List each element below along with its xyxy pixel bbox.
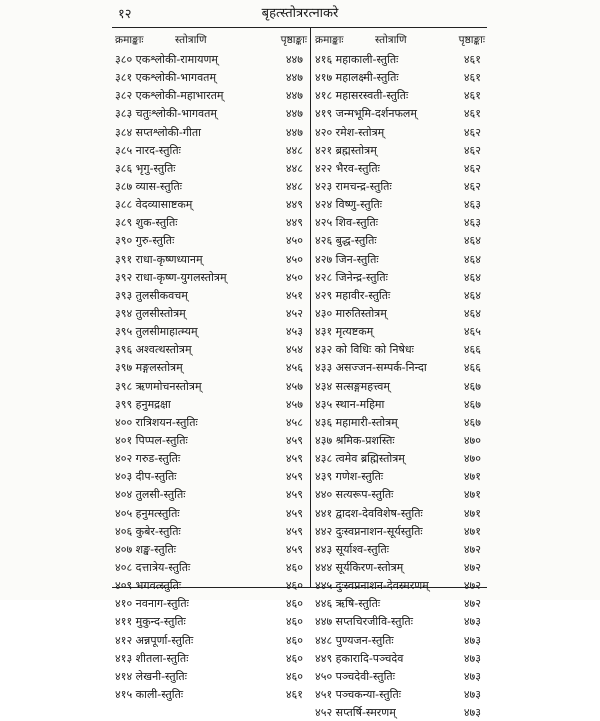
entry-page-number: ४५९: [285, 506, 303, 520]
list-item: [113, 522, 309, 540]
entry-page-number: ४६४: [463, 306, 481, 320]
entry-page-number: ४६०: [285, 560, 303, 574]
entry-title: ३९१ राधा-कृष्णध्यानम्: [115, 252, 203, 266]
list-item: [313, 358, 487, 376]
entry-title: ३९२ राधा-कृष्ण-युगलस्तोत्रम्: [115, 270, 227, 284]
entry-page-number: ४५९: [285, 433, 303, 447]
list-item: [113, 141, 309, 159]
list-item: [113, 594, 309, 612]
entry-page-number: ४५१: [285, 288, 303, 302]
list-item: [113, 268, 309, 286]
entry-title: ४१४ लेखनी-स्तुतिः: [115, 669, 187, 683]
entry-page-number: ४६०: [285, 597, 303, 611]
entry-title: ४०६ कुबेर-स्तुतिः: [115, 524, 181, 538]
list-item: [113, 485, 309, 503]
entry-title: ४१३ शीतला-स्तुतिः: [115, 651, 189, 665]
list-item: [313, 68, 487, 86]
entry-title: ३९६ अश्वत्थस्तोत्रम्: [115, 343, 192, 357]
entry-title: ४४५ दुःस्वप्ननाशन-देवस्मरणम्: [315, 579, 429, 593]
entry-page-number: ४७२: [463, 579, 481, 593]
list-item: [313, 504, 487, 522]
entry-page-number: ४६२: [463, 125, 481, 139]
entry-title: ४०४ तुलसी-स्तुतिः: [115, 488, 186, 502]
list-item: [313, 231, 487, 249]
entry-page-number: ४५०: [285, 234, 303, 248]
entry-title: ४३८ त्वमेव ब्रह्मिस्तोत्रम्: [315, 452, 405, 466]
entry-page-number: ४६०: [285, 651, 303, 665]
list-item: [113, 431, 309, 449]
entry-title: ४४० सत्यरूप-स्तुतिः: [315, 488, 394, 502]
list-item: [113, 86, 309, 104]
list-item: [313, 431, 487, 449]
list-item: [313, 685, 487, 703]
entry-title: ४२८ जिनेन्द्र-स्तुतिः: [315, 270, 388, 284]
entry-title: ४१० नवनाग-स्तुतिः: [115, 597, 189, 611]
entry-title: ४०० रात्रिशयन-स्तुतिः: [115, 415, 198, 429]
list-item: [313, 612, 487, 630]
list-item: [313, 159, 487, 177]
list-item: [113, 104, 309, 122]
entry-title: ४३६ महामारी-स्तोत्रम्: [315, 415, 398, 429]
list-item: [313, 631, 487, 649]
list-item: [113, 68, 309, 86]
entry-page-number: ४७३: [463, 633, 481, 647]
list-item: [313, 123, 487, 141]
entry-page-number: ४६१: [463, 53, 481, 66]
entry-title: ४५२ सप्तर्षि-स्मरणम्: [315, 706, 396, 720]
list-item: [113, 631, 309, 649]
list-item: [313, 540, 487, 558]
entry-page-number: ४४८: [285, 143, 303, 157]
entry-page-number: ४७३: [463, 669, 481, 683]
entry-page-number: ४७१: [463, 524, 481, 538]
entry-page-number: ४५७: [285, 397, 303, 411]
list-item: [113, 177, 309, 195]
entry-page-number: ४७३: [463, 706, 481, 720]
entry-page-number: ४५९: [285, 542, 303, 556]
page-heading: पृष्ठाङ्काः: [458, 34, 485, 46]
entry-page-number: ४६०: [285, 579, 303, 593]
list-item: [313, 141, 487, 159]
number-heading: क्रमाङ्काः: [115, 34, 144, 46]
entry-title: ३८७ व्यास-स्तुतिः: [115, 179, 182, 193]
list-item: [313, 250, 487, 268]
entry-title: ३९८ ऋणमोचनस्तोत्रम्: [115, 379, 202, 393]
entry-title: ३८१ एकश्लोकी-भागवतम्: [115, 71, 217, 85]
list-item: [113, 250, 309, 268]
entry-page-number: ४६३: [463, 216, 481, 230]
entry-title: ४०१ पिप्पल-स्तुतिः: [115, 433, 188, 447]
entry-page-number: ४७२: [463, 597, 481, 611]
entry-page-number: ४७२: [463, 560, 481, 574]
entry-title: ४४७ सप्तचिरजीवि-स्तुतिः: [315, 615, 413, 629]
entry-title: ४२० रमेश-स्तोत्रम्: [315, 125, 385, 139]
entry-title: ४४४ सूर्यकिरण-स्तोत्रम्: [315, 560, 404, 574]
entry-page-number: ४६०: [285, 615, 303, 629]
entry-page-number: ४६१: [285, 687, 303, 701]
list-item: [113, 213, 309, 231]
entry-page-number: ४७०: [463, 433, 481, 447]
entry-title: ४४३ सूर्याश्व-स्तुतिः: [315, 542, 389, 556]
entry-title: ४५१ पञ्चकन्या-स्तुतिः: [315, 687, 402, 701]
list-item: [113, 340, 309, 358]
entry-title: ३८९ शुक-स्तुतिः: [115, 216, 178, 230]
right-entry-list: [313, 50, 487, 721]
entry-title: ४३३ असज्जन-सम्पर्क-निन्दा: [315, 361, 427, 375]
right-column: [313, 30, 487, 721]
entry-page-number: ४६४: [463, 270, 481, 284]
right-column-header: [313, 30, 487, 50]
entry-title: ३८५ नारद-स्तुतिः: [115, 143, 181, 157]
entry-title: ३९५ तुलसीमाहात्म्यम्: [115, 325, 198, 339]
entry-page-number: ४५२: [285, 306, 303, 320]
entry-title: ४५० पञ्चदेवी-स्तुतिः: [315, 669, 395, 683]
entry-page-number: ४४७: [285, 53, 303, 66]
list-item: [313, 413, 487, 431]
list-item: [313, 667, 487, 685]
entry-page-number: ४६१: [463, 71, 481, 85]
entry-title: ४३० मारुतिस्तोत्रम्: [315, 306, 387, 320]
list-item: [113, 504, 309, 522]
entry-page-number: ४४७: [285, 89, 303, 103]
entry-page-number: ४५०: [285, 252, 303, 266]
page-heading: पृष्ठाङ्काः: [280, 34, 307, 46]
list-item: [113, 322, 309, 340]
list-item: [113, 50, 309, 68]
entry-title: ४२७ जिन-स्तुतिः: [315, 252, 379, 266]
entry-title: ३९९ हनुमद्रक्षा: [115, 397, 171, 411]
list-item: [113, 395, 309, 413]
entry-title: ४४८ पुण्यजन-स्तुतिः: [315, 633, 394, 647]
entry-title: ४०३ दीप-स्तुतिः: [115, 470, 177, 484]
left-entry-list: [113, 50, 309, 703]
entry-title: ४१५ काली-स्तुतिः: [115, 687, 184, 701]
entry-title: ३९४ तुलसीस्तोत्रम्: [115, 306, 186, 320]
entry-page-number: ४६१: [463, 107, 481, 121]
entry-title: ३८३ चतुःश्लोकी-भागवतम्: [115, 107, 217, 121]
number-heading: क्रमाङ्काः: [315, 34, 344, 46]
list-item: [113, 540, 309, 558]
entry-page-number: ४७३: [463, 615, 481, 629]
entry-page-number: ४७१: [463, 470, 481, 484]
list-item: [313, 195, 487, 213]
entry-page-number: ४६२: [463, 179, 481, 193]
list-item: [113, 377, 309, 395]
entry-title: ३८२ एकश्लोकी-महाभारतम्: [115, 89, 224, 103]
entry-page-number: ४६०: [285, 633, 303, 647]
name-heading: स्तोत्राणि: [175, 34, 207, 46]
list-item: [113, 649, 309, 667]
entry-page-number: ४५६: [285, 361, 303, 375]
entry-page-number: ४६५: [463, 325, 481, 339]
list-item: [113, 576, 309, 594]
entry-page-number: ४६४: [463, 288, 481, 302]
entry-title: ३८८ वेदव्यासाष्टकम्: [115, 198, 193, 212]
entry-title: ४२३ रामचन्द्र-स्तुतिः: [315, 179, 392, 193]
entry-page-number: ४६१: [463, 89, 481, 103]
list-item: [113, 612, 309, 630]
list-item: [313, 268, 487, 286]
running-title: बृहत्स्तोत्ररत्नाकरे: [261, 6, 339, 21]
entry-page-number: ४४८: [285, 161, 303, 175]
entry-page-number: ४५७: [285, 379, 303, 393]
entry-title: ३८० एकश्लोकी-रामायणम्: [115, 53, 218, 66]
entry-title: ४१९ जन्मभूमि-दर्शनफलम्: [315, 107, 417, 121]
entry-page-number: ४६३: [463, 198, 481, 212]
entry-page-number: ४५९: [285, 452, 303, 466]
entry-title: ४२१ ब्रह्मस्तोत्रम्: [315, 143, 377, 157]
list-item: [313, 286, 487, 304]
entry-title: ४३२ को विधिः को निषेधः: [315, 343, 414, 357]
list-item: [113, 195, 309, 213]
entry-page-number: ४५३: [285, 325, 303, 339]
entry-title: ४३९ गणेश-स्तुतिः: [315, 470, 384, 484]
entry-title: ४०८ दत्तात्रेय-स्तुतिः: [115, 560, 191, 574]
entry-page-number: ४६२: [463, 161, 481, 175]
entry-page-number: ४६४: [463, 252, 481, 266]
entry-title: ४१२ अन्नपूर्णा-स्तुतिः: [115, 633, 194, 647]
page-header: [0, 0, 600, 28]
entry-page-number: ४६०: [285, 669, 303, 683]
list-item: [313, 485, 487, 503]
entry-title: ४३१ मृत्यष्टकम्: [315, 325, 374, 339]
entry-page-number: ४५९: [285, 524, 303, 538]
entry-title: ४३५ स्थान-महिमा: [315, 397, 385, 411]
entry-page-number: ४६६: [463, 343, 481, 357]
entry-page-number: ४६४: [463, 234, 481, 248]
entry-page-number: ४४७: [285, 107, 303, 121]
entry-page-number: ४७१: [463, 506, 481, 520]
list-item: [113, 304, 309, 322]
entry-title: ४३७ श्रमिक-प्रशस्तिः: [315, 433, 395, 447]
list-item: [313, 213, 487, 231]
entry-title: ४२९ महावीर-स्तुतिः: [315, 288, 391, 302]
entry-page-number: ४६२: [463, 143, 481, 157]
entry-page-number: ४४९: [285, 198, 303, 212]
list-item: [313, 177, 487, 195]
list-item: [113, 286, 309, 304]
list-item: [113, 123, 309, 141]
name-heading: स्तोत्राणि: [375, 34, 407, 46]
list-item: [113, 449, 309, 467]
list-item: [313, 576, 487, 594]
entry-title: ४४१ द्वादश-देवविशेष-स्तुतिः: [315, 506, 423, 520]
entry-title: ३९३ तुलसीकवचम्: [115, 288, 188, 302]
entry-title: ४३४ सत्सङ्गमहत्त्वम्: [315, 379, 390, 393]
entry-title: ४४६ ऋषि-स्तुतिः: [315, 597, 381, 611]
entry-page-number: ४७०: [463, 452, 481, 466]
entry-page-number: ४७३: [463, 651, 481, 665]
list-item: [313, 703, 487, 721]
list-item: [113, 467, 309, 485]
entry-page-number: ४६६: [463, 361, 481, 375]
entry-page-number: ४४७: [285, 125, 303, 139]
entry-page-number: ४४८: [285, 179, 303, 193]
entry-title: ४२२ भैरव-स्तुतिः: [315, 161, 380, 175]
entry-page-number: ४४७: [285, 71, 303, 85]
list-item: [313, 104, 487, 122]
list-item: [113, 358, 309, 376]
list-item: [113, 667, 309, 685]
list-item: [313, 649, 487, 667]
entry-page-number: ४६७: [463, 415, 481, 429]
list-item: [313, 449, 487, 467]
entry-page-number: ४४९: [285, 216, 303, 230]
entry-title: ४१६ महाकाली-स्तुतिः: [315, 53, 399, 66]
list-item: [313, 377, 487, 395]
entry-page-number: ४६७: [463, 397, 481, 411]
entry-title: ३९० गुरु-स्तुतिः: [115, 234, 175, 248]
list-item: [113, 685, 309, 703]
list-item: [313, 50, 487, 68]
entry-title: ४४२ दुःस्वप्ननाशन-सूर्यस्तुतिः: [315, 524, 423, 538]
list-item: [113, 159, 309, 177]
entry-title: ४२४ विष्णु-स्तुतिः: [315, 198, 382, 212]
entry-title: ३९७ मङ्गलस्तोत्रम्: [115, 361, 183, 375]
entry-page-number: ४७१: [463, 488, 481, 502]
entry-page-number: ४७३: [463, 687, 481, 701]
entry-title: ४०२ गरुड-स्तुतिः: [115, 452, 181, 466]
list-item: [113, 231, 309, 249]
entry-title: ४०९ भगवत्स्तुतिः: [115, 579, 182, 593]
list-item: [313, 395, 487, 413]
entry-title: ४१८ महासरस्वती-स्तुतिः: [315, 89, 409, 103]
list-item: [313, 558, 487, 576]
list-item: [313, 304, 487, 322]
list-item: [313, 467, 487, 485]
entry-title: ४२५ शिव-स्तुतिः: [315, 216, 378, 230]
list-item: [313, 594, 487, 612]
entry-page-number: ४५८: [285, 415, 303, 429]
entry-page-number: ४५४: [285, 343, 303, 357]
entry-title: ४१७ महालक्ष्मी-स्तुतिः: [315, 71, 399, 85]
entry-title: ४०५ हनुमत्स्तुतिः: [115, 506, 180, 520]
entry-page-number: ४६७: [463, 379, 481, 393]
list-item: [113, 413, 309, 431]
entry-page-number: ४५९: [285, 488, 303, 502]
left-column: [113, 30, 309, 703]
entry-title: ४२६ बुद्ध-स्तुतिः: [315, 234, 377, 248]
list-item: [313, 322, 487, 340]
entry-page-number: ४५०: [285, 270, 303, 284]
list-item: [313, 522, 487, 540]
page-number: १२: [118, 7, 132, 22]
column-divider: [310, 28, 311, 587]
entry-title: ४४९ हकारादि-पञ्चदेव: [315, 651, 404, 665]
header-rule: [112, 27, 487, 28]
entry-title: ३८६ भृगु-स्तुतिः: [115, 161, 176, 175]
entry-title: ४०७ शङ्ख-स्तुतिः: [115, 542, 176, 556]
left-column-header: [113, 30, 309, 50]
list-item: [313, 340, 487, 358]
entry-title: ४११ मुकुन्द-स्तुतिः: [115, 615, 186, 629]
entry-title: ३८४ सप्तश्लोकी-गीता: [115, 125, 202, 139]
entry-page-number: ४५९: [285, 470, 303, 484]
entry-page-number: ४७२: [463, 542, 481, 556]
list-item: [313, 86, 487, 104]
list-item: [113, 558, 309, 576]
